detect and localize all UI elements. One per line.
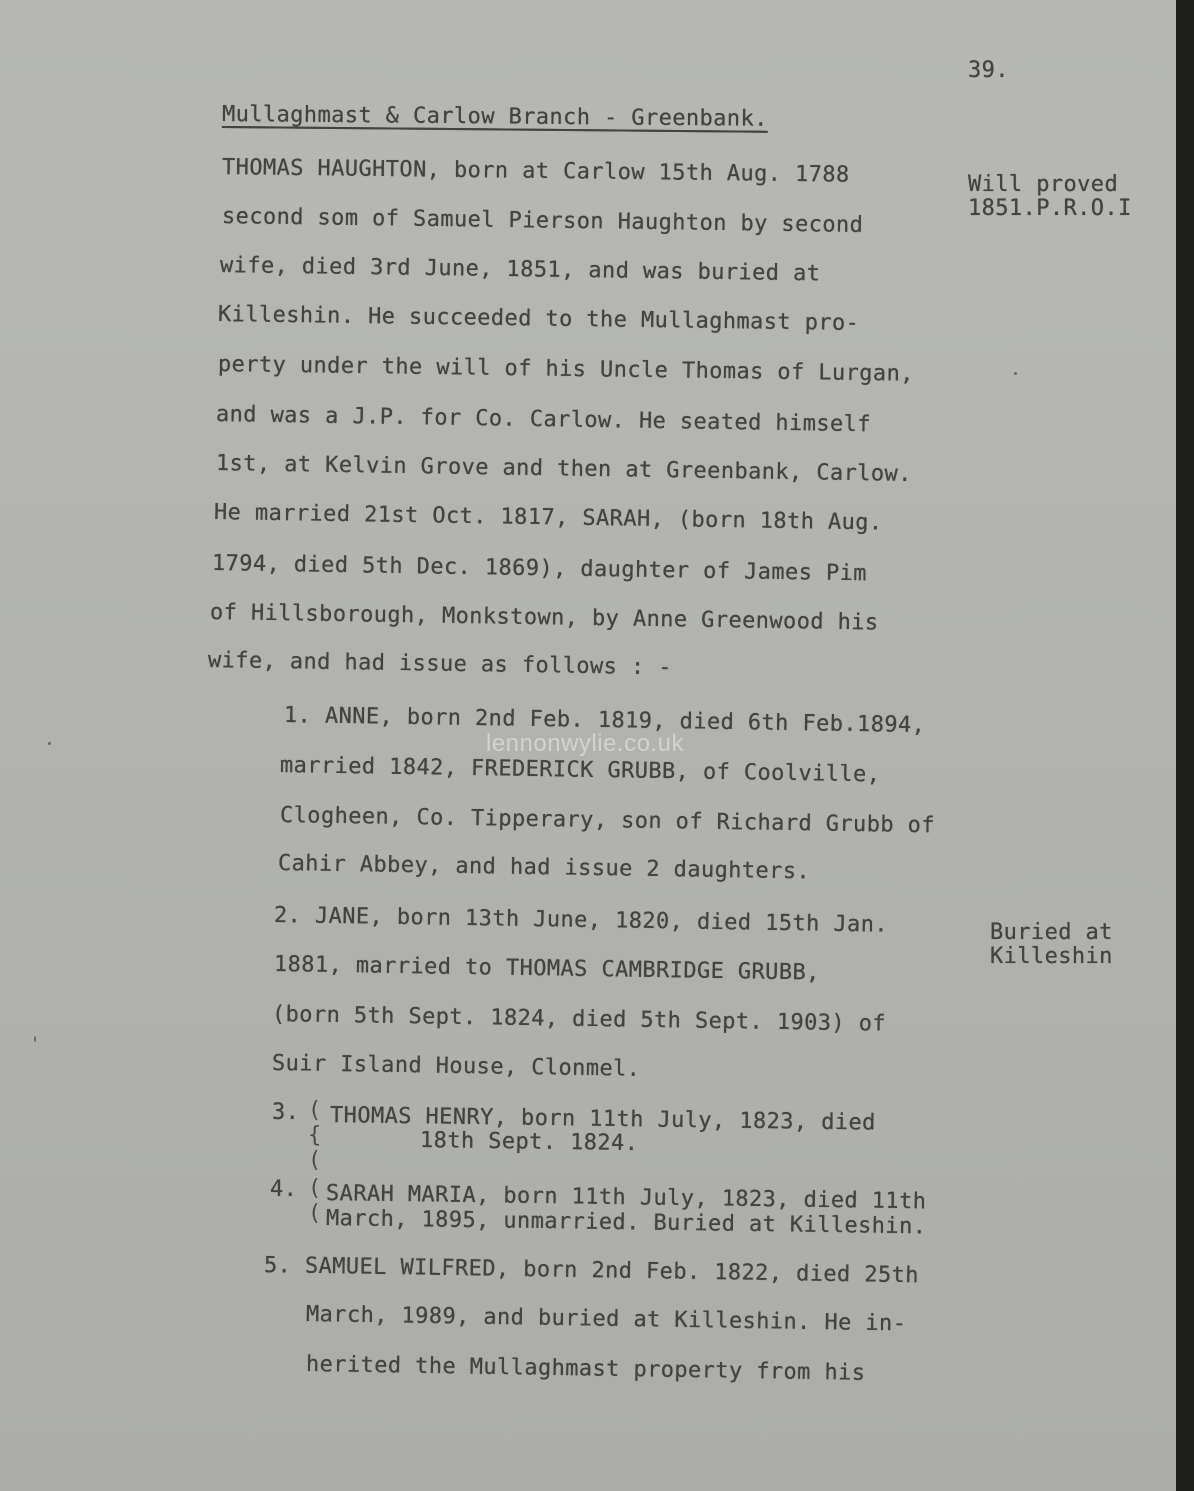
item-5-line: March, 1989, and buried at Killeshin. He in- [305,1302,907,1337]
page-number: 39. [968,58,1009,83]
body-line: second som of Samuel Pierson Haughton by second [221,204,864,238]
item-4-line: March, 1895, unmarried. Buried at Killeshin. [325,1206,927,1240]
item-5-line: 5. SAMUEL WILFRED, born 2nd Feb. 1822, died 25th [263,1253,920,1289]
item-5-line: herited the Mullaghmast property from his [305,1352,866,1386]
body-line: 1794, died 5th Dec. 1869), daughter of James Pim [211,551,868,587]
watermark: lennonwylie.co.uk [486,730,684,757]
paper-speck [34,1036,36,1042]
item-2-line: 2. JANE, born 13th June, 1820, died 15th Jan. [273,903,889,938]
body-line: THOMAS HAUGHTON, born at Carlow 15th Aug. 1788 [221,155,850,188]
section-heading: Mullaghmast & Carlow Branch - Greenbank. [221,102,768,132]
bracket-brace: ( { ( [308,1098,322,1173]
item-2-line: (born 5th Sept. 1824, died 5th Sept. 1903) of [271,1002,887,1037]
item-2-line: 1881, married to THOMAS CAMBRIDGE GRUBB, [273,952,820,986]
body-line: 1st, at Kelvin Grove and then at Greenbank, Carlow. [215,451,913,487]
item-2-line: Suir Island House, Clonmel. [271,1051,641,1082]
page-edge-shadow [1176,0,1194,1491]
body-line: He married 21st Oct. 1817, SARAH, (born 18th Aug. [213,500,883,536]
item-3-line: 18th Sept. 1824. [419,1128,639,1157]
margin-note-buried-line2: Killeshin [990,944,1113,969]
margin-note-will-line2: 1851.P.R.O.I [968,196,1132,221]
item-1-line: Clogheen, Co. Tipperary, son of Richard Grubb of [279,803,936,839]
paper-speck [1014,372,1017,375]
item-4-number: 4. [270,1177,298,1202]
body-line: of Hillsborough, Monkstown, by Anne Greenwood his [209,600,879,636]
paper-speck [48,742,51,745]
body-line: Killeshin. He succeeded to the Mullaghmast pro- [217,302,860,336]
item-3-line: THOMAS HENRY, born 11th July, 1823, died [329,1103,876,1136]
margin-note-will-line1: Will proved [968,172,1119,197]
body-line: wife, died 3rd June, 1851, and was buried at [219,253,821,287]
item-1-line: 1. ANNE, born 2nd Feb. 1819, died 6th Feb.1894, [283,703,926,739]
item-4-line: SARAH MARIA, born 11th July, 1823, died 11th [325,1181,927,1215]
margin-note-buried-line1: Buried at [990,920,1113,945]
body-line: and was a J.P. for Co. Carlow. He seated himself [215,402,872,438]
item-3-number: 3. [272,1100,300,1125]
item-1-line: Cahir Abbey, and had issue 2 daughters. [277,851,811,885]
body-line: perty under the will of his Uncle Thomas of Lurgan, [217,352,915,387]
bracket-brace: ( ( [308,1176,322,1226]
item-1-line: married 1842, FREDERICK GRUBB, of Coolville, [279,753,881,788]
body-line: wife, and had issue as follows : - [207,648,673,681]
